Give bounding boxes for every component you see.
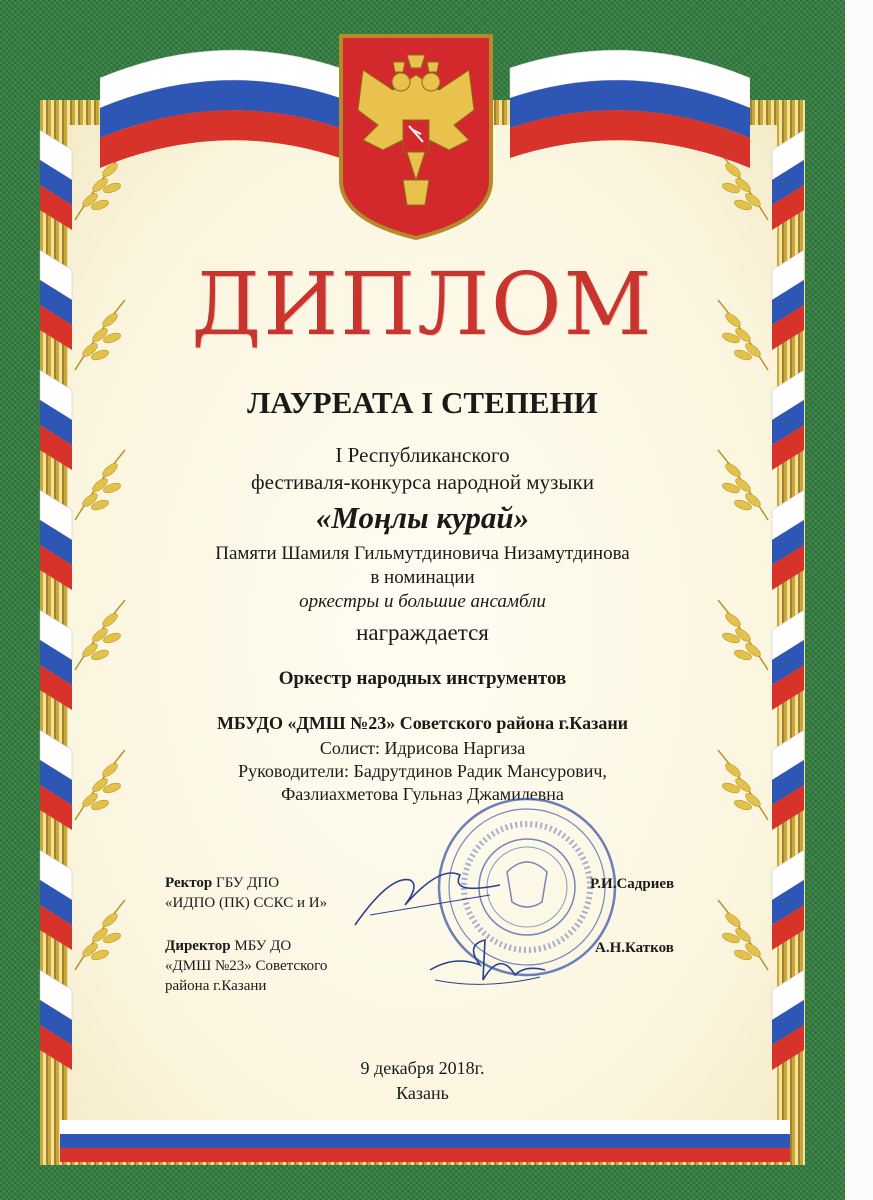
memorial-line: Памяти Шамиля Гильмутдиновича Низамутдинова (215, 543, 630, 564)
bottom-ribbon-decoration (60, 1100, 790, 1170)
leaders-line-2: Фазлиахметова Гульназ Джамилевна (281, 784, 564, 804)
festival-line-2: фестиваля-конкурса народной музыки (251, 470, 594, 494)
director-title-org: МБУ ДО (230, 938, 292, 954)
rector-org: «ИДПО (ПК) ССКС и И» (165, 895, 328, 911)
director-title: Директор (165, 938, 231, 954)
rector-title-block (165, 873, 327, 913)
director-org-line-1: «ДМШ №23» Советского (165, 958, 328, 974)
rector-name: Р.И.Садриев (590, 876, 675, 892)
rector-title: Ректор (165, 875, 213, 891)
rector-title-org: ГБУ ДПО (212, 875, 280, 891)
recipient-school: МБУДО «ДМШ №23» Советского района г.Казани (216, 713, 629, 733)
laureate-degree: ЛАУРЕАТА I СТЕПЕНИ (247, 385, 598, 420)
issue-city: Казань (396, 1083, 449, 1103)
director-org-line-2: района г.Казани (165, 978, 267, 994)
page-edge (845, 0, 873, 1200)
nomination-name: оркестры и большие ансамбли (299, 591, 546, 612)
festival-line-1: I Республиканского (335, 443, 510, 467)
soloist-line: Солист: Идрисова Наргиза (319, 738, 526, 758)
director-title-block (165, 936, 327, 996)
rector-signature (350, 855, 510, 935)
awarded-text: награждается (356, 620, 489, 645)
diploma-title: ДИПЛОМ (191, 255, 654, 355)
contest-name: «Моңлы курай» (315, 500, 530, 535)
nomination-intro: в номинации (370, 567, 475, 588)
coat-of-arms-emblem (333, 30, 499, 242)
director-name: А.Н.Катков (595, 940, 674, 956)
recipient-orchestra: Оркестр народных инструментов (278, 668, 567, 689)
director-signature (425, 935, 555, 995)
issue-date: 9 декабря 2018г. (360, 1058, 485, 1078)
leaders-line-1: Руководители: Бадрутдинов Радик Мансурович, (238, 761, 607, 781)
